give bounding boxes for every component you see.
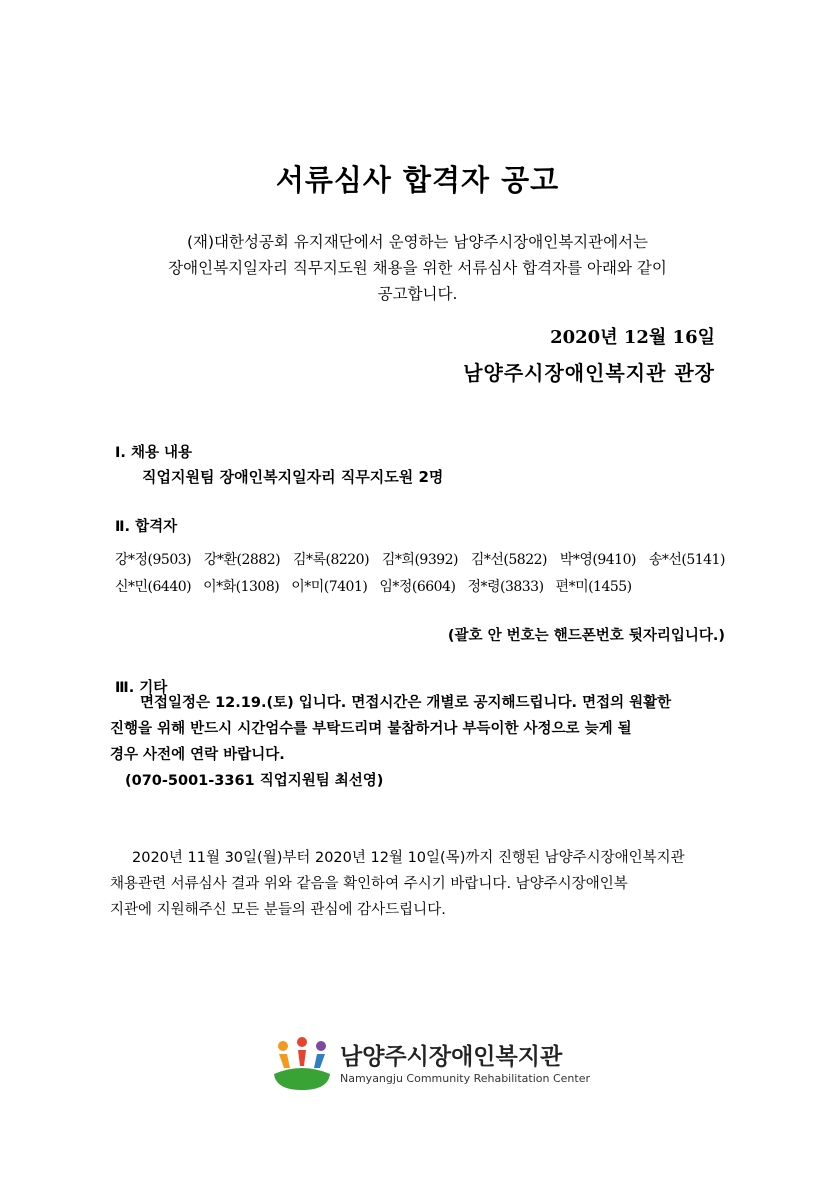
candidate: 강*정(9503): [115, 552, 192, 568]
logo-name-english: Namyangju Community Rehabilitation Center: [340, 1071, 590, 1085]
candidate: 이*미(7401): [291, 579, 368, 595]
closing-line: 2020년 11월 30일(월)부터 2020년 12월 10일(목)까지 진행된 남양주시장애인복지관: [132, 850, 685, 866]
candidate: 임*정(6604): [379, 579, 456, 595]
emblem-head-red: [297, 1037, 307, 1047]
emblem-head-orange: [278, 1041, 288, 1051]
candidate: 김*선(5822): [470, 552, 547, 568]
candidate-row: [115, 549, 725, 569]
page-title: 서류심사 합격자 공고: [275, 163, 560, 197]
intro-line: (재)대한성공회 유지재단에서 운영하는 남양주시장애인복지관에서는: [186, 233, 649, 251]
intro-line: 장애인복지일자리 직무지도원 채용을 위한 서류심사 합격자를 아래와 같이: [168, 259, 667, 277]
emblem-body-blue: [314, 1054, 325, 1068]
announcement-date: 2020년 12월 16일: [550, 327, 715, 348]
candidate: 송*선(5141): [648, 552, 725, 568]
closing-line: 지관에 지원해주신 모든 분들의 관심에 감사드립니다.: [110, 902, 446, 918]
candidate: 정*령(3833): [467, 579, 544, 595]
misc-line: 진행을 위해 반드시 시간엄수를 부탁드리며 불참하거나 부득이한 사정으로 늦게 될: [110, 721, 632, 737]
misc-line: 경우 사전에 연락 바랍니다.: [110, 747, 285, 763]
logo-name-korean: 남양주시장애인복지관: [340, 1043, 563, 1070]
section-heading-recruitment: Ⅰ. 채용 내용: [115, 445, 193, 461]
emblem-body-orange: [279, 1054, 290, 1068]
emblem-ground-green: [274, 1068, 330, 1090]
intro-paragraph: [120, 229, 715, 307]
organization-logo: [270, 1036, 590, 1092]
people-emblem-icon: [270, 1036, 334, 1092]
recruitment-details: 직업지원팀 장애인복지일자리 직무지도원 2명: [142, 468, 444, 486]
section-heading-misc: Ⅲ. 기타: [115, 680, 168, 696]
candidate: 김*희(9392): [381, 552, 459, 568]
closing-paragraph: [110, 845, 725, 923]
candidate: 강*환(2882): [203, 552, 281, 568]
misc-paragraph: [110, 690, 725, 794]
emblem-body-red: [298, 1050, 306, 1066]
phone-number-note: (괄호 안 번호는 핸드폰번호 뒷자리입니다.): [447, 628, 725, 644]
emblem-head-purple: [316, 1041, 326, 1051]
candidate: 이*화(1308): [203, 579, 280, 595]
issuer: 남양주시장애인복지관 관장: [463, 361, 715, 385]
candidate: 편*미(1455): [555, 579, 632, 595]
misc-line: 면접일정은 12.19.(토) 입니다. 면접시간은 개별로 공지해드립니다. 면접의 원활한: [140, 695, 672, 711]
candidate: 신*민(6440): [115, 579, 192, 595]
closing-line: 채용관련 서류심사 결과 위와 같음을 확인하여 주시기 바랍니다. 남양주시장애인복: [110, 876, 628, 892]
intro-line: 공고합니다.: [377, 285, 458, 303]
section-heading-candidates: Ⅱ. 합격자: [115, 519, 178, 535]
candidate: 김*록(8220): [292, 552, 370, 568]
candidate-row: [115, 576, 632, 596]
candidate: 박*영(9410): [559, 552, 636, 568]
contact-info: (070-5001-3361 직업지원팀 최선영): [125, 773, 384, 789]
logo-text: [340, 1044, 590, 1085]
